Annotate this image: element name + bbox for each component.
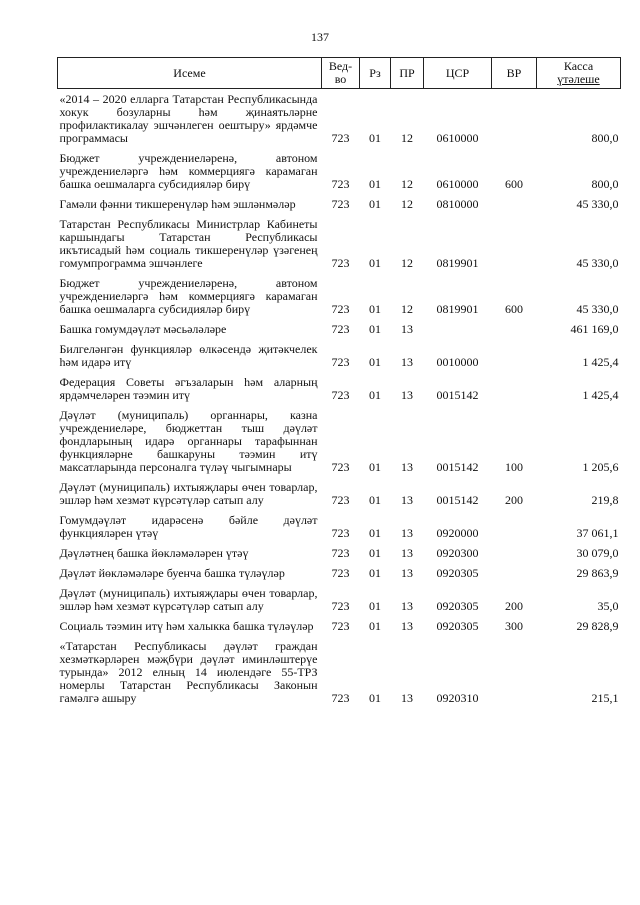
- table-row: [58, 636, 621, 708]
- header-pr: ПР: [391, 58, 424, 89]
- row-pr: 12: [401, 177, 413, 191]
- row-ved: 723: [331, 177, 350, 191]
- table-row: [58, 339, 621, 372]
- row-vr: [492, 510, 537, 543]
- row-amount: 37 061,1: [576, 526, 619, 540]
- row-name: Татарстан Республикасы Министрлар Кабинеты каршындагы Татарстан Республикасы икътисадый һәм социаль тикшеренүләр үзәгенең гомумпрограмма эшчәнлеге: [59, 217, 318, 270]
- row-csr: 0819901: [436, 302, 479, 316]
- row-csr: 0010000: [436, 355, 479, 369]
- row-csr: 0819901: [436, 256, 479, 270]
- header-csr: ЦСР: [424, 58, 492, 89]
- row-amount: 30 079,0: [576, 546, 619, 560]
- row-vr: 600: [505, 302, 523, 316]
- row-pr: 13: [401, 493, 413, 507]
- row-csr: 0920300: [436, 546, 479, 560]
- header-vr: ВР: [492, 58, 537, 89]
- row-csr: 0920310: [436, 691, 479, 705]
- row-name: Билгеләнгән функцияләр өлкәсендә җитәкчелек һәм идарә итү: [59, 342, 318, 369]
- row-ved: 723: [331, 599, 350, 613]
- row-csr: 0920305: [436, 619, 479, 633]
- row-pr: 13: [401, 388, 413, 402]
- row-vr: 300: [505, 619, 523, 633]
- row-rz: 01: [369, 131, 381, 145]
- row-ved: 723: [331, 355, 350, 369]
- budget-table: [57, 57, 621, 708]
- row-name: Бюджет учреждениеләренә, автоном учреждениеләргә һәм коммерциягә карамаган башка оешмаларга субсидияләр бирү: [59, 276, 318, 316]
- row-vr: [492, 372, 537, 405]
- row-amount: 1 205,6: [582, 460, 619, 474]
- table-row: [58, 616, 621, 636]
- row-vr: [492, 194, 537, 214]
- row-amount: 461 169,0: [570, 322, 619, 336]
- row-ved: 723: [331, 493, 350, 507]
- table-row: [58, 273, 621, 319]
- header-ved: Вед- во: [322, 58, 360, 89]
- row-rz: 01: [369, 355, 381, 369]
- row-name: Дәүләт (муниципаль) ихтыяҗлары өчен товарлар, эшләр һәм хезмәт күрсәтүләр сатып алу: [59, 480, 318, 507]
- row-rz: 01: [369, 566, 381, 580]
- row-ved: 723: [331, 526, 350, 540]
- row-pr: 12: [401, 256, 413, 270]
- row-ved: 723: [331, 691, 350, 705]
- row-amount: 1 425,4: [582, 388, 619, 402]
- row-vr: [492, 543, 537, 563]
- row-ved: 723: [331, 197, 350, 211]
- row-csr: 0015142: [436, 388, 479, 402]
- row-amount: 1 425,4: [582, 355, 619, 369]
- row-pr: 13: [401, 691, 413, 705]
- row-ved: 723: [331, 546, 350, 560]
- row-ved: 723: [331, 302, 350, 316]
- row-name: Башка гомумдәүләт мәсьәләләре: [59, 322, 227, 336]
- row-vr: [492, 339, 537, 372]
- row-pr: 12: [401, 302, 413, 316]
- row-vr: [492, 319, 537, 339]
- row-name: Бюджет учреждениеләренә, автоном учреждениеләргә һәм коммерциягә карамаган башка оешмаларга субсидияләр бирү: [59, 151, 318, 191]
- row-pr: 13: [401, 460, 413, 474]
- row-ved: 723: [331, 256, 350, 270]
- row-rz: 01: [369, 691, 381, 705]
- row-csr: [424, 319, 492, 339]
- row-rz: 01: [369, 599, 381, 613]
- table-row: [58, 372, 621, 405]
- row-csr: 0920000: [436, 526, 479, 540]
- row-csr: 0810000: [436, 197, 479, 211]
- row-name: Социаль тәэмин итү һәм халыкка башка түләүләр: [59, 619, 314, 633]
- row-csr: 0610000: [436, 131, 479, 145]
- header-kassa-line1: Касса: [563, 59, 594, 73]
- row-rz: 01: [369, 493, 381, 507]
- row-vr: [492, 563, 537, 583]
- row-amount: 219,8: [591, 493, 619, 507]
- row-amount: 215,1: [591, 691, 619, 705]
- table-row: [58, 510, 621, 543]
- row-name: Дәүләт (муниципаль) ихтыяҗлары өчен товарлар, эшләр һәм хезмәт күрсәтүләр сатып алу: [59, 586, 318, 613]
- row-pr: 12: [401, 131, 413, 145]
- table-row: [58, 89, 621, 149]
- header-kassa: [537, 58, 621, 89]
- table-row: [58, 583, 621, 616]
- row-ved: 723: [331, 460, 350, 474]
- row-amount: 35,0: [597, 599, 619, 613]
- row-csr: 0015142: [436, 493, 479, 507]
- row-amount: 29 863,9: [576, 566, 619, 580]
- row-rz: 01: [369, 177, 381, 191]
- row-rz: 01: [369, 546, 381, 560]
- row-name: Гомумдәүләт идарәсенә бәйле дәүләт функцияләрен үтәү: [59, 513, 318, 540]
- row-pr: 13: [401, 355, 413, 369]
- row-ved: 723: [331, 388, 350, 402]
- row-amount: 45 330,0: [576, 256, 619, 270]
- row-pr: 13: [401, 526, 413, 540]
- row-pr: 13: [401, 546, 413, 560]
- row-amount: 800,0: [591, 177, 619, 191]
- row-name: «2014 – 2020 елларга Татарстан Республикасында хокук бозуларны һәм җинаятьләрне профилактикалау эшчәнлеген оештыру» ярдәмче программасы: [59, 92, 318, 145]
- header-kassa-line2: үтәлеше: [557, 72, 600, 86]
- row-vr: [492, 636, 537, 708]
- row-rz: 01: [369, 322, 381, 336]
- row-ved: 723: [331, 566, 350, 580]
- row-rz: 01: [369, 619, 381, 633]
- row-csr: 0015142: [436, 460, 479, 474]
- header-name: Исеме: [58, 58, 322, 89]
- row-vr: 200: [505, 599, 523, 613]
- row-name: Гамәли фәнни тикшеренүләр һәм эшләнмәләр: [59, 197, 296, 211]
- row-amount: 800,0: [591, 131, 619, 145]
- row-rz: 01: [369, 460, 381, 474]
- row-rz: 01: [369, 302, 381, 316]
- row-ved: 723: [331, 322, 350, 336]
- row-vr: 600: [505, 177, 523, 191]
- table-body: [58, 89, 621, 709]
- table-row: [58, 543, 621, 563]
- row-name: «Татарстан Республикасы дәүләт граждан хезмәткәрләрен мәҗбүри дәүләт иминләштерүе турында» 2012 елның 14 июлендәге 55-ТРЗ номерлы Татарстан Республикасы Законын гамәлгә ашыру: [59, 639, 318, 705]
- row-rz: 01: [369, 197, 381, 211]
- table-row: [58, 148, 621, 194]
- table-row: [58, 194, 621, 214]
- table-row: [58, 214, 621, 273]
- row-name: Дәүләт (муниципаль) органнары, казна учреждениеләре, бюджеттан тыш дәүләт фондларының идарә органнары тарафыннан функцияләрне башкаруны тәэмин итү максатларында персоналга түләү чыгымнары: [59, 408, 318, 474]
- row-amount: 29 828,9: [576, 619, 619, 633]
- row-rz: 01: [369, 256, 381, 270]
- row-rz: 01: [369, 388, 381, 402]
- row-pr: 13: [401, 599, 413, 613]
- row-name: Федерация Советы әгъзаларын һәм аларның ярдәмчеләрен тәэмин итү: [59, 375, 318, 402]
- table-row: [58, 477, 621, 510]
- row-pr: 13: [401, 322, 413, 336]
- row-csr: 0920305: [436, 599, 479, 613]
- row-name: Дәүләт йөкләмәләре буенча башка түләүләр: [59, 566, 285, 580]
- table-header-row: [58, 58, 621, 89]
- table-row: [58, 405, 621, 477]
- row-name: Дәүләтнең башка йөкләмәләрен үтәү: [59, 546, 249, 560]
- row-amount: 45 330,0: [576, 197, 619, 211]
- row-amount: 45 330,0: [576, 302, 619, 316]
- row-csr: 0610000: [436, 177, 479, 191]
- table-row: [58, 563, 621, 583]
- header-rz: Рз: [360, 58, 391, 89]
- row-pr: 13: [401, 619, 413, 633]
- row-rz: 01: [369, 526, 381, 540]
- page-number: 137: [311, 30, 329, 44]
- row-pr: 12: [401, 197, 413, 211]
- row-pr: 13: [401, 566, 413, 580]
- table-row: [58, 319, 621, 339]
- row-vr: [492, 89, 537, 149]
- row-vr: 200: [505, 493, 523, 507]
- row-vr: 100: [505, 460, 523, 474]
- row-ved: 723: [331, 131, 350, 145]
- row-csr: 0920305: [436, 566, 479, 580]
- row-ved: 723: [331, 619, 350, 633]
- row-vr: [492, 214, 537, 273]
